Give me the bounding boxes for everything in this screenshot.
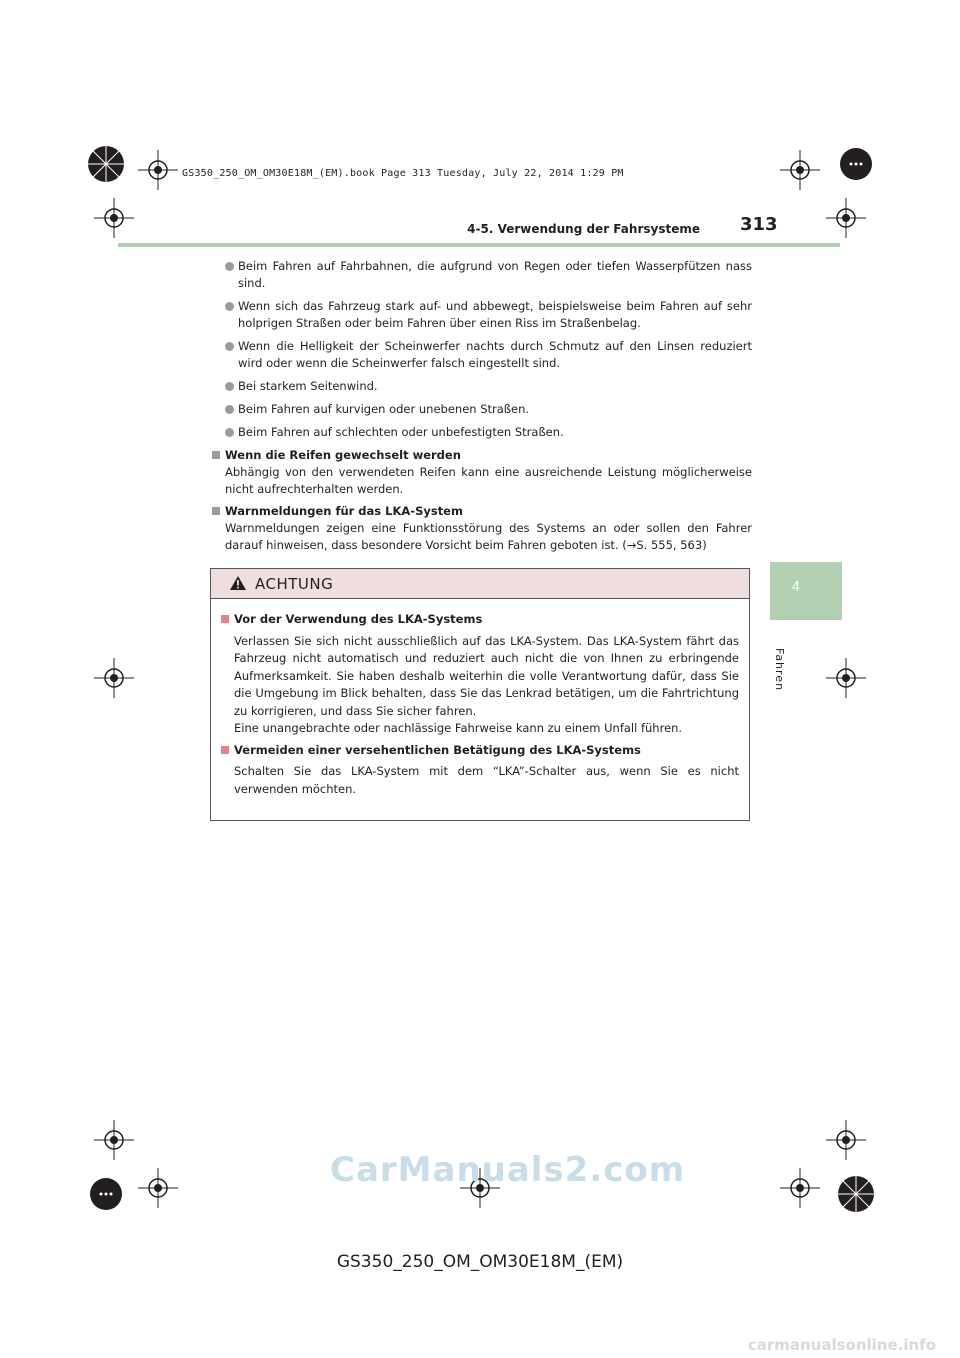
crosshair-mark-top-left bbox=[138, 150, 178, 190]
chapter-tab bbox=[770, 562, 842, 620]
crosshair-mark-bottom-left bbox=[94, 1120, 134, 1160]
square-bullet-icon bbox=[221, 746, 229, 754]
square-bullet-icon bbox=[221, 615, 229, 623]
list-item: Bei starkem Seitenwind. bbox=[212, 378, 752, 395]
crosshair-mark-mid-left bbox=[94, 658, 134, 698]
bullet-dot-icon bbox=[225, 262, 234, 271]
bottom-watermark-text: carmanualsonline.info bbox=[747, 1336, 936, 1354]
crosshair-mark-mid-right bbox=[826, 658, 866, 698]
footer-code: GS350_250_OM_OM30E18M_(EM) bbox=[336, 1252, 624, 1272]
watermark: CarManuals2.com bbox=[330, 1150, 686, 1190]
page-number: 313 bbox=[740, 214, 778, 235]
crosshair-mark-bottom-right bbox=[826, 1120, 866, 1160]
section-text-tires: Abhängig von den verwendeten Reifen kann eine ausreichende Leistung möglicherweise nicht aufrechterhalten werden. bbox=[225, 465, 752, 496]
print-info-line: GS350_250_OM_OM30E18M_(EM).book Page 313 Tuesday, July 22, 2014 1:29 PM bbox=[182, 168, 624, 179]
square-bullet-icon bbox=[212, 507, 220, 515]
section-heading-tires: Wenn die Reifen gewechselt werden bbox=[212, 447, 752, 464]
square-bullet-icon bbox=[212, 451, 220, 459]
caution-heading-before-use: Vor der Verwendung des LKA-Systems bbox=[221, 611, 739, 629]
main-content bbox=[212, 258, 752, 559]
crosshair-mark-top-right-2 bbox=[826, 198, 866, 238]
header-rule bbox=[118, 243, 840, 247]
registration-mark-bottom-left bbox=[80, 1168, 132, 1220]
crosshair-mark-bottom-left-2 bbox=[138, 1168, 178, 1208]
crosshair-mark-bottom-right-2 bbox=[780, 1168, 820, 1208]
section-title: 4-5. Verwendung der Fahrsysteme bbox=[467, 222, 700, 236]
registration-mark-top-right bbox=[830, 138, 882, 190]
list-item: Beim Fahren auf schlechten oder unbefestigten Straßen. bbox=[212, 424, 752, 441]
bottom-watermark-bar bbox=[0, 1334, 960, 1358]
caution-header bbox=[211, 569, 749, 599]
bullet-dot-icon bbox=[225, 405, 234, 414]
bullet-dot-icon bbox=[225, 428, 234, 437]
list-item: Wenn sich das Fahrzeug stark auf- und abbewegt, beispielsweise beim Fahren auf sehr holprigen Straßen oder beim Fahren über einen Riss im Straßenbelag. bbox=[212, 298, 752, 332]
caution-text-before-use: Verlassen Sie sich nicht ausschließlich auf das LKA-System. Das LKA-System fährt das Fahrzeug nicht automatisch und reduziert auch nicht die von Ihnen zu erbringende Aufmerksamkeit. Sie haben deshalb weiterhin die volle Verantwortung dafür, dass Sie die Umgebung im Blick behalten, dass Sie das Lenkrad betätigen, um die Fahrtrichtung zu korrigieren, und dass Sie sicher fahren. Eine unangebrachte oder nachlässige Fahrweise kann zu einem Unfall führen. bbox=[234, 633, 739, 735]
crosshair-mark-top-left-2 bbox=[94, 198, 134, 238]
warning-triangle-icon bbox=[229, 575, 247, 595]
list-item: Wenn die Helligkeit der Scheinwerfer nachts durch Schmutz auf den Linsen reduziert wird oder wenn die Scheinwerfer falsch eingestellt sind. bbox=[212, 338, 752, 372]
bullet-dot-icon bbox=[225, 382, 234, 391]
crosshair-mark-top-right bbox=[780, 150, 820, 190]
caution-heading-avoid-accidental: Vermeiden einer versehentlichen Betätigung des LKA-Systems bbox=[221, 742, 739, 760]
bullet-dot-icon bbox=[225, 342, 234, 351]
list-item: Beim Fahren auf Fahrbahnen, die aufgrund von Regen oder tiefen Wasserpfützen nass sind. bbox=[212, 258, 752, 292]
registration-mark-top-left bbox=[80, 138, 132, 190]
section-text-warnings: Warnmeldungen zeigen eine Funktionsstörung des Systems an oder sollen den Fahrer darauf hinweisen, dass besondere Vorsicht beim Fahren geboten ist. (→S. 555, 563) bbox=[225, 521, 752, 552]
caution-text-avoid-accidental: Schalten Sie das LKA-System mit dem “LKA”-Schalter aus, wenn Sie es nicht verwenden möchten. bbox=[234, 764, 739, 796]
caution-title: ACHTUNG bbox=[255, 575, 334, 593]
chapter-label: Fahren bbox=[773, 648, 786, 692]
chapter-number: 4 bbox=[791, 580, 801, 595]
section-heading-warnings: Warnmeldungen für das LKA-System bbox=[212, 503, 752, 520]
caution-box bbox=[210, 568, 750, 821]
registration-mark-bottom-right bbox=[830, 1168, 882, 1220]
caution-body bbox=[211, 599, 749, 798]
bullet-dot-icon bbox=[225, 302, 234, 311]
list-item: Beim Fahren auf kurvigen oder unebenen Straßen. bbox=[212, 401, 752, 418]
